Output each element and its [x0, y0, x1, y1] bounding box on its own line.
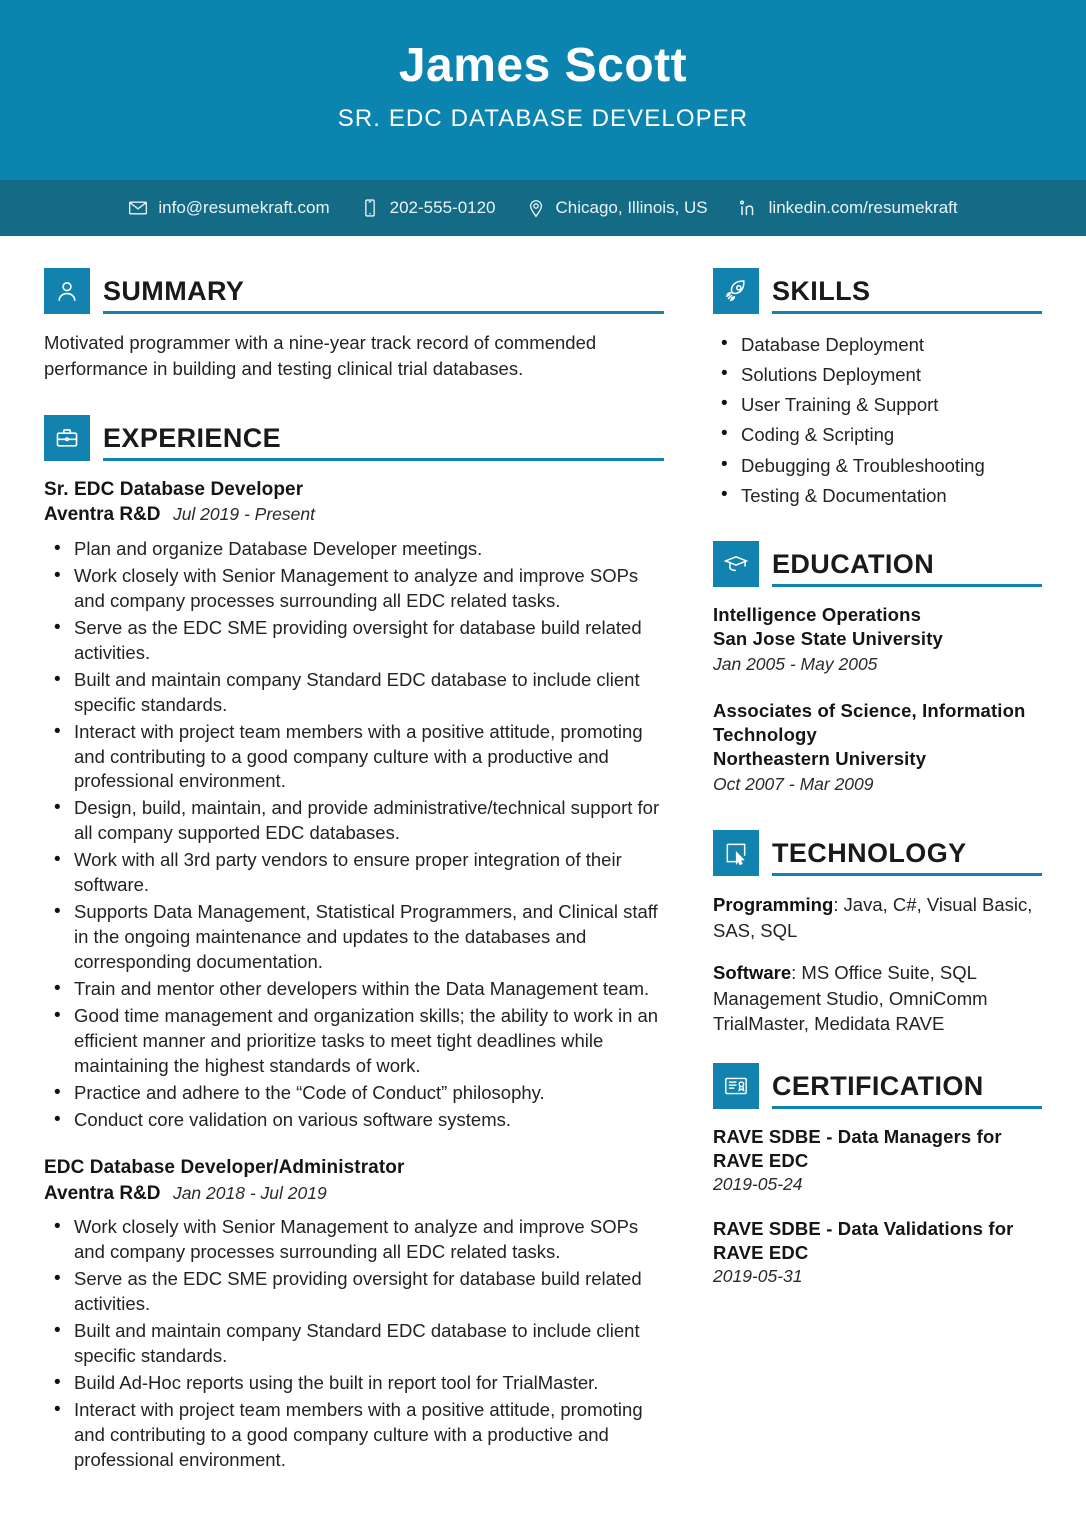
- list-item: • Design, build, maintain, and provide administrative/technical support for all company supported EDC databases.: [44, 796, 664, 846]
- list-item: • Supports Data Management, Statistical Programmers, and Clinical staff in the ongoing maintenance and updates to the databases and corresponding documentation.: [44, 900, 664, 975]
- job-dates: Jul 2019 - Present: [172, 504, 315, 525]
- list-item: • Database Deployment: [713, 330, 1042, 360]
- section-title-summary: SUMMARY: [103, 276, 245, 306]
- section-header-summary: [44, 268, 664, 314]
- certification-item: [713, 1217, 1042, 1287]
- job-meta: [44, 1181, 664, 1208]
- technology-value: : Java, C#, Visual Basic, SAS, SQL: [713, 893, 1033, 941]
- job-dates: Jan 2018 - Jul 2019: [172, 1182, 327, 1203]
- education-school: Northeastern University: [713, 748, 927, 770]
- cursor-select-icon: [713, 830, 759, 876]
- right-column: [664, 268, 1042, 1495]
- technology-value: : MS Office Suite, SQL Management Studio, OmniComm TrialMaster, Medidata RAVE: [713, 961, 988, 1035]
- contact-email-label: info@resumekraft.com: [158, 198, 330, 217]
- summary-text: Motivated programmer with a nine-year track record of commended performance in building and testing clinical trial databases.: [44, 332, 597, 380]
- list-item: • Plan and organize Database Developer meetings.: [44, 537, 664, 562]
- job-company: Aventra R&D: [44, 504, 161, 526]
- contact-phone-label: 202-555-0120: [389, 198, 496, 217]
- linkedin-icon: [738, 198, 759, 219]
- contact-phone[interactable]: [360, 198, 496, 218]
- section-title-certification: CERTIFICATION: [772, 1071, 984, 1102]
- job-company: Aventra R&D: [44, 1182, 161, 1204]
- list-item: • Build Ad-Hoc reports using the built in report tool for TrialMaster.: [44, 1371, 664, 1396]
- section-title-skills: SKILLS: [772, 276, 871, 306]
- section-rule: [103, 311, 664, 314]
- resume-header-banner: [0, 0, 1086, 180]
- list-item: • Debugging & Troubleshooting: [713, 451, 1042, 481]
- list-item: • Work closely with Senior Management to analyze and improve SOPs and company processes surrounding all EDC related tasks.: [44, 564, 664, 614]
- list-item: • Practice and adhere to the “Code of Conduct” philosophy.: [44, 1081, 664, 1106]
- education-degree: Associates of Science, Information Technology: [713, 700, 1026, 746]
- envelope-icon: [128, 198, 148, 218]
- list-item: • Built and maintain company Standard EDC database to include client specific standards.: [44, 1319, 664, 1369]
- list-item: • Train and mentor other developers within the Data Management team.: [44, 977, 664, 1002]
- list-item: • Work closely with Senior Management to analyze and improve SOPs and company processes surrounding all EDC related tasks.: [44, 1215, 664, 1265]
- list-item: • Interact with project team members with a positive attitude, promoting and contributing to a good company culture with a productive and professional environment.: [44, 1398, 664, 1473]
- certification-date: 2019-05-31: [713, 1266, 803, 1287]
- briefcase-icon: [44, 415, 90, 461]
- section-header-experience: [44, 415, 664, 461]
- certification-item: [713, 1125, 1042, 1195]
- technology-label: Programming: [713, 893, 834, 915]
- list-item: • Coding & Scripting: [713, 420, 1042, 450]
- candidate-name: James Scott: [398, 39, 688, 92]
- section-rule: [772, 1106, 1042, 1109]
- list-item: • Testing & Documentation: [713, 481, 1042, 511]
- section-header-skills: [713, 268, 1042, 314]
- list-item: • User Training & Support: [713, 390, 1042, 420]
- list-item: • Interact with project team members with a positive attitude, promoting and contributing to a good company culture with a productive and professional environment.: [44, 720, 664, 795]
- contact-bar: [0, 180, 1086, 236]
- technology-item: [713, 892, 1042, 944]
- list-item: • Conduct core validation on various software systems.: [44, 1108, 664, 1133]
- candidate-job-title: SR. EDC DATABASE DEVELOPER: [337, 104, 749, 132]
- contact-linkedin-label: linkedin.com/resumekraft: [768, 198, 958, 217]
- technology-label: Software: [713, 961, 792, 983]
- experience-item: [44, 1155, 664, 1207]
- section-rule: [103, 458, 664, 461]
- list-item: • Solutions Deployment: [713, 360, 1042, 390]
- section-title-education: EDUCATION: [772, 548, 935, 579]
- education-dates: Jan 2005 - May 2005: [713, 653, 878, 674]
- list-item: • Serve as the EDC SME providing oversight for database build related activities.: [44, 1267, 664, 1317]
- section-rule: [772, 873, 1042, 876]
- section-rule: [772, 584, 1042, 587]
- job-title: Sr. EDC Database Developer: [44, 478, 304, 500]
- job-bullet-list: [44, 1215, 664, 1473]
- section-header-certification: [713, 1063, 1042, 1109]
- contact-linkedin[interactable]: [738, 198, 958, 219]
- rocket-icon: [713, 268, 759, 314]
- section-title-technology: TECHNOLOGY: [772, 837, 967, 868]
- certification-name: RAVE SDBE - Data Managers for RAVE EDC: [713, 1126, 1002, 1172]
- education-degree: Intelligence Operations: [713, 603, 922, 625]
- contact-location-label: Chicago, Illinois, US: [555, 198, 708, 217]
- education-item: [713, 699, 1042, 798]
- list-item: • Work with all 3rd party vendors to ensure proper integration of their software.: [44, 848, 664, 898]
- list-item: • Built and maintain company Standard EDC database to include client specific standards.: [44, 668, 664, 718]
- list-item: • Good time management and organization skills; the ability to work in an efficient manner and prioritize tasks to meet tight deadlines while maintaining the highest standards of work.: [44, 1004, 664, 1079]
- job-bullet-list: [44, 537, 664, 1133]
- certification-name: RAVE SDBE - Data Validations for RAVE EDC: [713, 1218, 1014, 1264]
- experience-item: [44, 477, 664, 529]
- education-item: [713, 603, 1042, 677]
- section-rule: [772, 311, 1042, 314]
- certificate-icon: [713, 1063, 759, 1109]
- job-meta: [44, 502, 664, 529]
- person-icon: [44, 268, 90, 314]
- contact-email[interactable]: [128, 198, 329, 218]
- graduation-cap-icon: [713, 541, 759, 587]
- certification-date: 2019-05-24: [713, 1174, 803, 1195]
- section-title-experience: EXPERIENCE: [103, 422, 282, 453]
- map-pin-icon: [526, 198, 546, 218]
- job-title: EDC Database Developer/Administrator: [44, 1157, 405, 1179]
- contact-location[interactable]: [526, 198, 708, 218]
- section-header-technology: [713, 830, 1042, 876]
- section-header-education: [713, 541, 1042, 587]
- resume-body: [0, 236, 1086, 1495]
- skills-list: [713, 330, 1042, 511]
- list-item: • Serve as the EDC SME providing oversight for database build related activities.: [44, 616, 664, 666]
- education-dates: Oct 2007 - Mar 2009: [713, 774, 874, 795]
- left-column: [44, 268, 664, 1495]
- phone-icon: [360, 198, 380, 218]
- education-school: San Jose State University: [713, 627, 943, 649]
- technology-item: [713, 960, 1042, 1038]
